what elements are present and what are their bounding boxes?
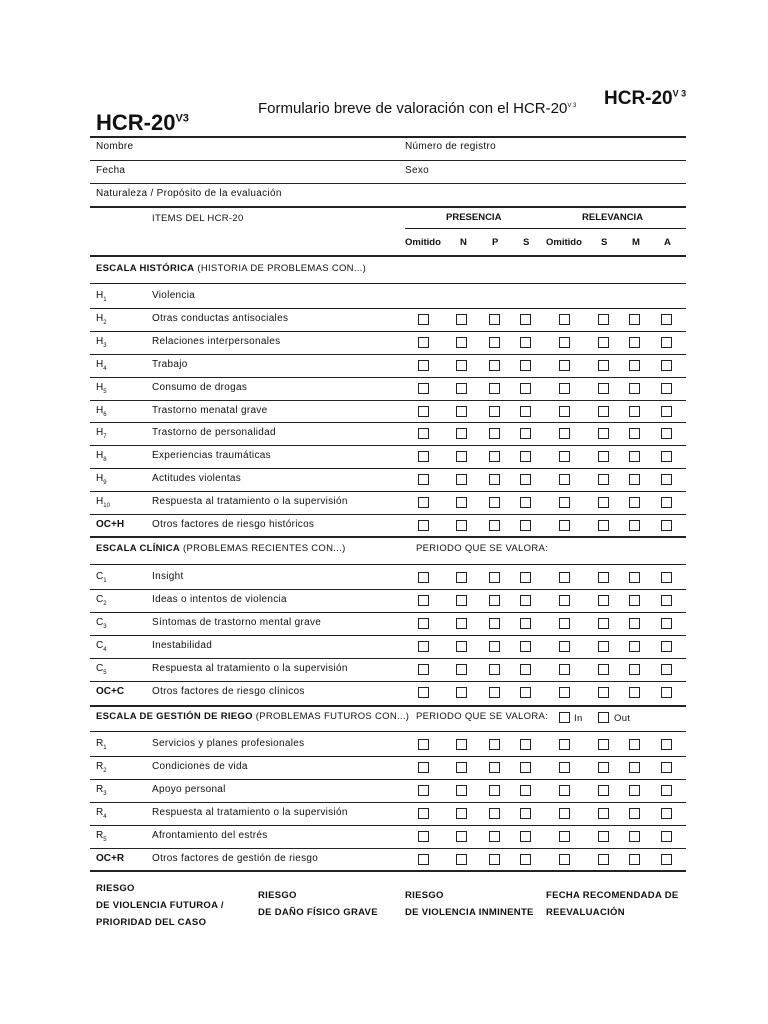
item-code: $C_4$ — [96, 639, 107, 653]
item-code: $C_3$ — [96, 616, 107, 630]
checkbox-relevancia-m[interactable] — [629, 428, 640, 439]
checkbox-presencia-n[interactable] — [456, 618, 467, 629]
checkbox-presencia-n[interactable] — [456, 785, 467, 796]
item-code: OC+C — [96, 685, 125, 697]
item-code: $H_7$ — [96, 427, 107, 441]
checkbox-presencia-n[interactable] — [456, 314, 467, 325]
checkbox-presencia-n[interactable] — [456, 831, 467, 842]
checkbox-relevancia-m[interactable] — [629, 664, 640, 675]
checkbox-relevancia-s[interactable] — [598, 497, 609, 508]
checkbox-presencia-omitido[interactable] — [418, 428, 429, 439]
item-label: Trastorno de personalidad — [152, 427, 276, 439]
checkbox-relevancia-a[interactable] — [661, 520, 672, 531]
item-label: Afrontamiento del estrés — [152, 829, 268, 841]
checkbox-presencia-p[interactable] — [489, 595, 500, 606]
item-code: $C_1$ — [96, 571, 107, 584]
item-code: $H_3$ — [96, 335, 107, 349]
item-code: OC+H — [96, 519, 125, 530]
checkbox-presencia-s[interactable] — [520, 618, 531, 629]
col-relevancia-m: M — [632, 237, 640, 248]
naturaleza-label: Naturaleza / Propósito de la evaluación — [96, 188, 282, 199]
checkbox-relevancia-omitido[interactable] — [559, 451, 570, 462]
item-label: Síntomas de trastorno mental grave — [152, 616, 322, 628]
checkbox-presencia-n[interactable] — [456, 572, 467, 583]
checkbox-presencia-s[interactable] — [520, 314, 531, 325]
checkbox-relevancia-omitido[interactable] — [559, 520, 570, 531]
checkbox-presencia-n[interactable] — [456, 451, 467, 462]
item-label: Inestabilidad — [152, 639, 213, 651]
checkbox-relevancia-a[interactable] — [661, 831, 672, 842]
item-label: Otras conductas antisociales — [152, 312, 289, 324]
checkbox-relevancia-omitido[interactable] — [559, 641, 570, 652]
checkbox-relevancia-a[interactable] — [661, 314, 672, 325]
checkbox-relevancia-s[interactable] — [598, 618, 609, 629]
checkbox-presencia-s[interactable] — [520, 406, 531, 417]
item-code: $H_{10}$ — [96, 496, 110, 510]
item-label: Ideas o intentos de violencia — [152, 593, 287, 605]
checkbox-relevancia-s[interactable] — [598, 572, 609, 583]
checkbox-presencia-p[interactable] — [489, 618, 500, 629]
checkbox-presencia-s[interactable] — [520, 854, 531, 865]
checkbox-relevancia-s[interactable] — [598, 762, 609, 773]
checkbox-presencia-p[interactable] — [489, 406, 500, 417]
checkbox-relevancia-a[interactable] — [661, 595, 672, 606]
checkbox-presencia-s[interactable] — [520, 383, 531, 394]
checkbox-relevancia-a[interactable] — [661, 762, 672, 773]
item-label: Actitudes violentas — [152, 473, 242, 485]
periodo-out-label: Out — [614, 713, 631, 724]
checkbox-relevancia-omitido[interactable] — [559, 831, 570, 842]
checkbox-relevancia-a[interactable] — [661, 739, 672, 750]
item-code: $C_5$ — [96, 662, 107, 676]
col-relevancia-a: A — [664, 237, 671, 248]
checkbox-relevancia-omitido[interactable] — [559, 808, 570, 819]
checkbox-relevancia-s[interactable] — [598, 406, 609, 417]
checkbox-presencia-n[interactable] — [456, 687, 467, 698]
checkbox-presencia-s[interactable] — [520, 664, 531, 675]
item-label: Consumo de drogas — [152, 381, 248, 393]
checkbox-relevancia-m[interactable] — [629, 854, 640, 865]
checkbox-relevancia-s[interactable] — [598, 383, 609, 394]
checkbox-relevancia-s[interactable] — [598, 314, 609, 325]
checkbox-relevancia-m[interactable] — [629, 808, 640, 819]
item-code: $R_5$ — [96, 829, 107, 843]
checkbox-relevancia-omitido[interactable] — [559, 739, 570, 750]
item-label: Respuesta al tratamiento o la supervisión — [152, 662, 348, 674]
checkbox-presencia-n[interactable] — [456, 337, 467, 348]
checkbox-presencia-p[interactable] — [489, 739, 500, 750]
checkbox-relevancia-s[interactable] — [598, 337, 609, 348]
checkbox-presencia-s[interactable] — [520, 687, 531, 698]
periodo-in-label: In — [574, 713, 583, 724]
checkbox-relevancia-s[interactable] — [598, 808, 609, 819]
escala-historica-header: ESCALA HISTÓRICA (HISTORIA DE PROBLEMAS CON...) — [96, 263, 367, 274]
item-code: $H_9$ — [96, 473, 107, 487]
periodo-in-checkbox[interactable] — [559, 712, 570, 723]
checkbox-presencia-s[interactable] — [520, 641, 531, 652]
checkbox-presencia-n[interactable] — [456, 497, 467, 508]
checkbox-presencia-p[interactable] — [489, 831, 500, 842]
checkbox-relevancia-omitido[interactable] — [559, 572, 570, 583]
item-code: $R_1$ — [96, 738, 107, 751]
item-label: Otros factores de riesgo históricos — [152, 519, 315, 530]
logo-right: HCR-$20^{V 3}$ — [604, 88, 687, 109]
periodo-out-checkbox[interactable] — [598, 712, 609, 723]
checkbox-relevancia-s[interactable] — [598, 595, 609, 606]
checkbox-relevancia-s[interactable] — [598, 520, 609, 531]
checkbox-relevancia-omitido[interactable] — [559, 854, 570, 865]
checkbox-presencia-omitido[interactable] — [418, 687, 429, 698]
form-title: Formulario breve de valoración con el HCR-$20^{V 3}$ — [258, 100, 577, 117]
checkbox-relevancia-omitido[interactable] — [559, 428, 570, 439]
checkbox-relevancia-s[interactable] — [598, 641, 609, 652]
checkbox-relevancia-omitido[interactable] — [559, 406, 570, 417]
checkbox-relevancia-omitido[interactable] — [559, 474, 570, 485]
checkbox-relevancia-m[interactable] — [629, 406, 640, 417]
footer-riesgo-inminente: RIESGO DE VIOLENCIA INMINENTE — [405, 890, 534, 918]
checkbox-presencia-s[interactable] — [520, 739, 531, 750]
checkbox-presencia-omitido[interactable] — [418, 360, 429, 371]
checkbox-relevancia-m[interactable] — [629, 687, 640, 698]
checkbox-presencia-omitido[interactable] — [418, 739, 429, 750]
nombre-label: Nombre — [96, 141, 134, 152]
checkbox-relevancia-a[interactable] — [661, 687, 672, 698]
item-label: Servicios y planes profesionales — [152, 738, 305, 749]
checkbox-relevancia-s[interactable] — [598, 360, 609, 371]
checkbox-presencia-omitido[interactable] — [418, 406, 429, 417]
item-code: $H_5$ — [96, 381, 107, 395]
checkbox-presencia-n[interactable] — [456, 854, 467, 865]
checkbox-presencia-n[interactable] — [456, 520, 467, 531]
footer-riesgo-dano-grave: RIESGO DE DAÑO FÍSICO GRAVE — [258, 890, 378, 918]
checkbox-presencia-n[interactable] — [456, 474, 467, 485]
checkbox-presencia-p[interactable] — [489, 572, 500, 583]
col-relevancia-s: S — [601, 237, 608, 248]
checkbox-relevancia-m[interactable] — [629, 762, 640, 773]
checkbox-presencia-n[interactable] — [456, 595, 467, 606]
item-code: $H_4$ — [96, 358, 107, 372]
checkbox-relevancia-a[interactable] — [661, 808, 672, 819]
col-relevancia-omitido: Omitido — [546, 237, 582, 248]
checkbox-presencia-p[interactable] — [489, 497, 500, 508]
checkbox-presencia-omitido[interactable] — [418, 314, 429, 325]
items-header: ITEMS DEL HCR-20 — [152, 213, 244, 224]
checkbox-presencia-omitido[interactable] — [418, 785, 429, 796]
checkbox-presencia-n[interactable] — [456, 406, 467, 417]
presencia-header: PRESENCIA — [446, 212, 502, 223]
checkbox-relevancia-omitido[interactable] — [559, 618, 570, 629]
checkbox-relevancia-a[interactable] — [661, 785, 672, 796]
item-code: $R_4$ — [96, 806, 107, 820]
checkbox-presencia-s[interactable] — [520, 474, 531, 485]
checkbox-presencia-n[interactable] — [456, 360, 467, 371]
item-label: Condiciones de vida — [152, 760, 248, 772]
checkbox-presencia-p[interactable] — [489, 314, 500, 325]
checkbox-relevancia-a[interactable] — [661, 474, 672, 485]
checkbox-presencia-omitido[interactable] — [418, 497, 429, 508]
logo-left: HCR-$20^{V3}$ — [96, 110, 189, 135]
checkbox-presencia-omitido[interactable] — [418, 383, 429, 394]
col-presencia-n: N — [460, 237, 467, 248]
checkbox-presencia-omitido[interactable] — [418, 618, 429, 629]
checkbox-presencia-s[interactable] — [520, 785, 531, 796]
checkbox-relevancia-omitido[interactable] — [559, 687, 570, 698]
checkbox-presencia-n[interactable] — [456, 808, 467, 819]
checkbox-presencia-p[interactable] — [489, 451, 500, 462]
checkbox-relevancia-m[interactable] — [629, 641, 640, 652]
checkbox-relevancia-m[interactable] — [629, 497, 640, 508]
col-presencia-omitido: Omitido — [405, 237, 441, 248]
checkbox-relevancia-omitido[interactable] — [559, 762, 570, 773]
checkbox-presencia-p[interactable] — [489, 641, 500, 652]
checkbox-presencia-s[interactable] — [520, 360, 531, 371]
escala-gestion-header: ESCALA DE GESTIÓN DE RIEGO (PROBLEMAS FUTUROS CON...) — [96, 711, 410, 722]
item-label: Apoyo personal — [152, 783, 226, 795]
checkbox-presencia-n[interactable] — [456, 641, 467, 652]
item-code: $R_3$ — [96, 783, 107, 797]
checkbox-presencia-n[interactable] — [456, 428, 467, 439]
checkbox-relevancia-a[interactable] — [661, 641, 672, 652]
checkbox-relevancia-omitido[interactable] — [559, 360, 570, 371]
checkbox-relevancia-a[interactable] — [661, 572, 672, 583]
checkbox-presencia-s[interactable] — [520, 337, 531, 348]
checkbox-presencia-s[interactable] — [520, 428, 531, 439]
checkbox-presencia-omitido[interactable] — [418, 831, 429, 842]
relevancia-header: RELEVANCIA — [582, 212, 644, 223]
checkbox-relevancia-m[interactable] — [629, 474, 640, 485]
checkbox-relevancia-s[interactable] — [598, 687, 609, 698]
checkbox-relevancia-m[interactable] — [629, 785, 640, 796]
checkbox-relevancia-a[interactable] — [661, 383, 672, 394]
item-code: $C_2$ — [96, 593, 107, 607]
checkbox-presencia-p[interactable] — [489, 854, 500, 865]
item-code: $R_2$ — [96, 760, 107, 774]
checkbox-presencia-omitido[interactable] — [418, 520, 429, 531]
checkbox-presencia-p[interactable] — [489, 687, 500, 698]
footer-riesgo-violencia-futura: RIESGO DE VIOLENCIA FUTUROA / PRIORIDAD DEL CASO — [96, 883, 224, 928]
item-code: $H_6$ — [96, 404, 107, 418]
checkbox-relevancia-m[interactable] — [629, 572, 640, 583]
item-code: $H_2$ — [96, 312, 107, 326]
checkbox-presencia-omitido[interactable] — [418, 808, 429, 819]
item-code: OC+R — [96, 852, 125, 864]
checkbox-presencia-s[interactable] — [520, 451, 531, 462]
checkbox-relevancia-m[interactable] — [629, 383, 640, 394]
checkbox-presencia-p[interactable] — [489, 474, 500, 485]
numero-registro-label: Número de registro — [405, 141, 496, 152]
checkbox-presencia-n[interactable] — [456, 739, 467, 750]
checkbox-presencia-s[interactable] — [520, 520, 531, 531]
checkbox-relevancia-s[interactable] — [598, 854, 609, 865]
checkbox-relevancia-a[interactable] — [661, 497, 672, 508]
checkbox-relevancia-omitido[interactable] — [559, 337, 570, 348]
checkbox-relevancia-s[interactable] — [598, 428, 609, 439]
checkbox-presencia-omitido[interactable] — [418, 664, 429, 675]
checkbox-relevancia-s[interactable] — [598, 831, 609, 842]
checkbox-presencia-p[interactable] — [489, 808, 500, 819]
sexo-label: Sexo — [405, 165, 429, 176]
item-label: Respuesta al tratamiento o la supervisión — [152, 806, 348, 818]
checkbox-relevancia-s[interactable] — [598, 451, 609, 462]
checkbox-presencia-n[interactable] — [456, 383, 467, 394]
checkbox-presencia-omitido[interactable] — [418, 641, 429, 652]
checkbox-relevancia-m[interactable] — [629, 451, 640, 462]
checkbox-presencia-p[interactable] — [489, 337, 500, 348]
checkbox-relevancia-m[interactable] — [629, 360, 640, 371]
checkbox-relevancia-a[interactable] — [661, 451, 672, 462]
checkbox-relevancia-a[interactable] — [661, 406, 672, 417]
checkbox-relevancia-a[interactable] — [661, 854, 672, 865]
checkbox-relevancia-omitido[interactable] — [559, 314, 570, 325]
checkbox-presencia-p[interactable] — [489, 664, 500, 675]
item-label: Experiencias traumáticas — [152, 450, 271, 462]
checkbox-relevancia-a[interactable] — [661, 618, 672, 629]
checkbox-relevancia-omitido[interactable] — [559, 497, 570, 508]
checkbox-relevancia-a[interactable] — [661, 360, 672, 371]
checkbox-presencia-p[interactable] — [489, 762, 500, 773]
item-label: Relaciones interpersonales — [152, 335, 281, 347]
escala-clinica-header: ESCALA CLÍNICA (PROBLEMAS RECIENTES CON...) — [96, 543, 346, 554]
checkbox-relevancia-a[interactable] — [661, 664, 672, 675]
checkbox-presencia-p[interactable] — [489, 785, 500, 796]
checkbox-presencia-omitido[interactable] — [418, 854, 429, 865]
checkbox-presencia-s[interactable] — [520, 762, 531, 773]
item-code: $H_1$ — [96, 290, 107, 303]
item-label: Insight — [152, 571, 184, 582]
item-label: Violencia — [152, 290, 196, 301]
checkbox-relevancia-s[interactable] — [598, 474, 609, 485]
checkbox-presencia-omitido[interactable] — [418, 474, 429, 485]
checkbox-relevancia-omitido[interactable] — [559, 595, 570, 606]
checkbox-relevancia-m[interactable] — [629, 739, 640, 750]
checkbox-presencia-p[interactable] — [489, 360, 500, 371]
col-presencia-p: P — [492, 237, 499, 248]
checkbox-presencia-n[interactable] — [456, 664, 467, 675]
item-label: Respuesta al tratamiento o la supervisión — [152, 496, 348, 508]
checkbox-relevancia-a[interactable] — [661, 337, 672, 348]
checkbox-relevancia-m[interactable] — [629, 520, 640, 531]
checkbox-presencia-n[interactable] — [456, 762, 467, 773]
checkbox-relevancia-omitido[interactable] — [559, 664, 570, 675]
checkbox-relevancia-m[interactable] — [629, 337, 640, 348]
checkbox-presencia-s[interactable] — [520, 572, 531, 583]
checkbox-relevancia-m[interactable] — [629, 831, 640, 842]
checkbox-relevancia-a[interactable] — [661, 428, 672, 439]
checkbox-relevancia-m[interactable] — [629, 595, 640, 606]
checkbox-presencia-omitido[interactable] — [418, 572, 429, 583]
item-label: Trastorno menatal grave — [152, 404, 268, 416]
checkbox-presencia-omitido[interactable] — [418, 451, 429, 462]
item-label: Otros factores de gestión de riesgo — [152, 852, 319, 864]
checkbox-presencia-s[interactable] — [520, 497, 531, 508]
gestion-periodo-label: PERIODO QUE SE VALORA: — [416, 711, 549, 722]
fecha-label: Fecha — [96, 165, 126, 176]
checkbox-presencia-s[interactable] — [520, 831, 531, 842]
checkbox-relevancia-omitido[interactable] — [559, 383, 570, 394]
checkbox-presencia-omitido[interactable] — [418, 337, 429, 348]
checkbox-relevancia-m[interactable] — [629, 618, 640, 629]
checkbox-presencia-p[interactable] — [489, 383, 500, 394]
item-code: $H_8$ — [96, 450, 107, 464]
footer-fecha-reevaluacion: FECHA RECOMENDADA DE REEVALUACIÓN — [546, 890, 679, 918]
checkbox-relevancia-omitido[interactable] — [559, 785, 570, 796]
checkbox-presencia-s[interactable] — [520, 595, 531, 606]
checkbox-relevancia-s[interactable] — [598, 664, 609, 675]
checkbox-presencia-p[interactable] — [489, 520, 500, 531]
item-label: Otros factores de riesgo clínicos — [152, 685, 305, 697]
checkbox-presencia-p[interactable] — [489, 428, 500, 439]
checkbox-presencia-omitido[interactable] — [418, 595, 429, 606]
checkbox-presencia-omitido[interactable] — [418, 762, 429, 773]
item-label: Trabajo — [152, 358, 188, 370]
checkbox-relevancia-s[interactable] — [598, 739, 609, 750]
clinica-periodo-label: PERIODO QUE SE VALORA: — [416, 543, 549, 554]
checkbox-relevancia-s[interactable] — [598, 785, 609, 796]
col-presencia-s: S — [523, 237, 530, 248]
checkbox-relevancia-m[interactable] — [629, 314, 640, 325]
checkbox-presencia-s[interactable] — [520, 808, 531, 819]
